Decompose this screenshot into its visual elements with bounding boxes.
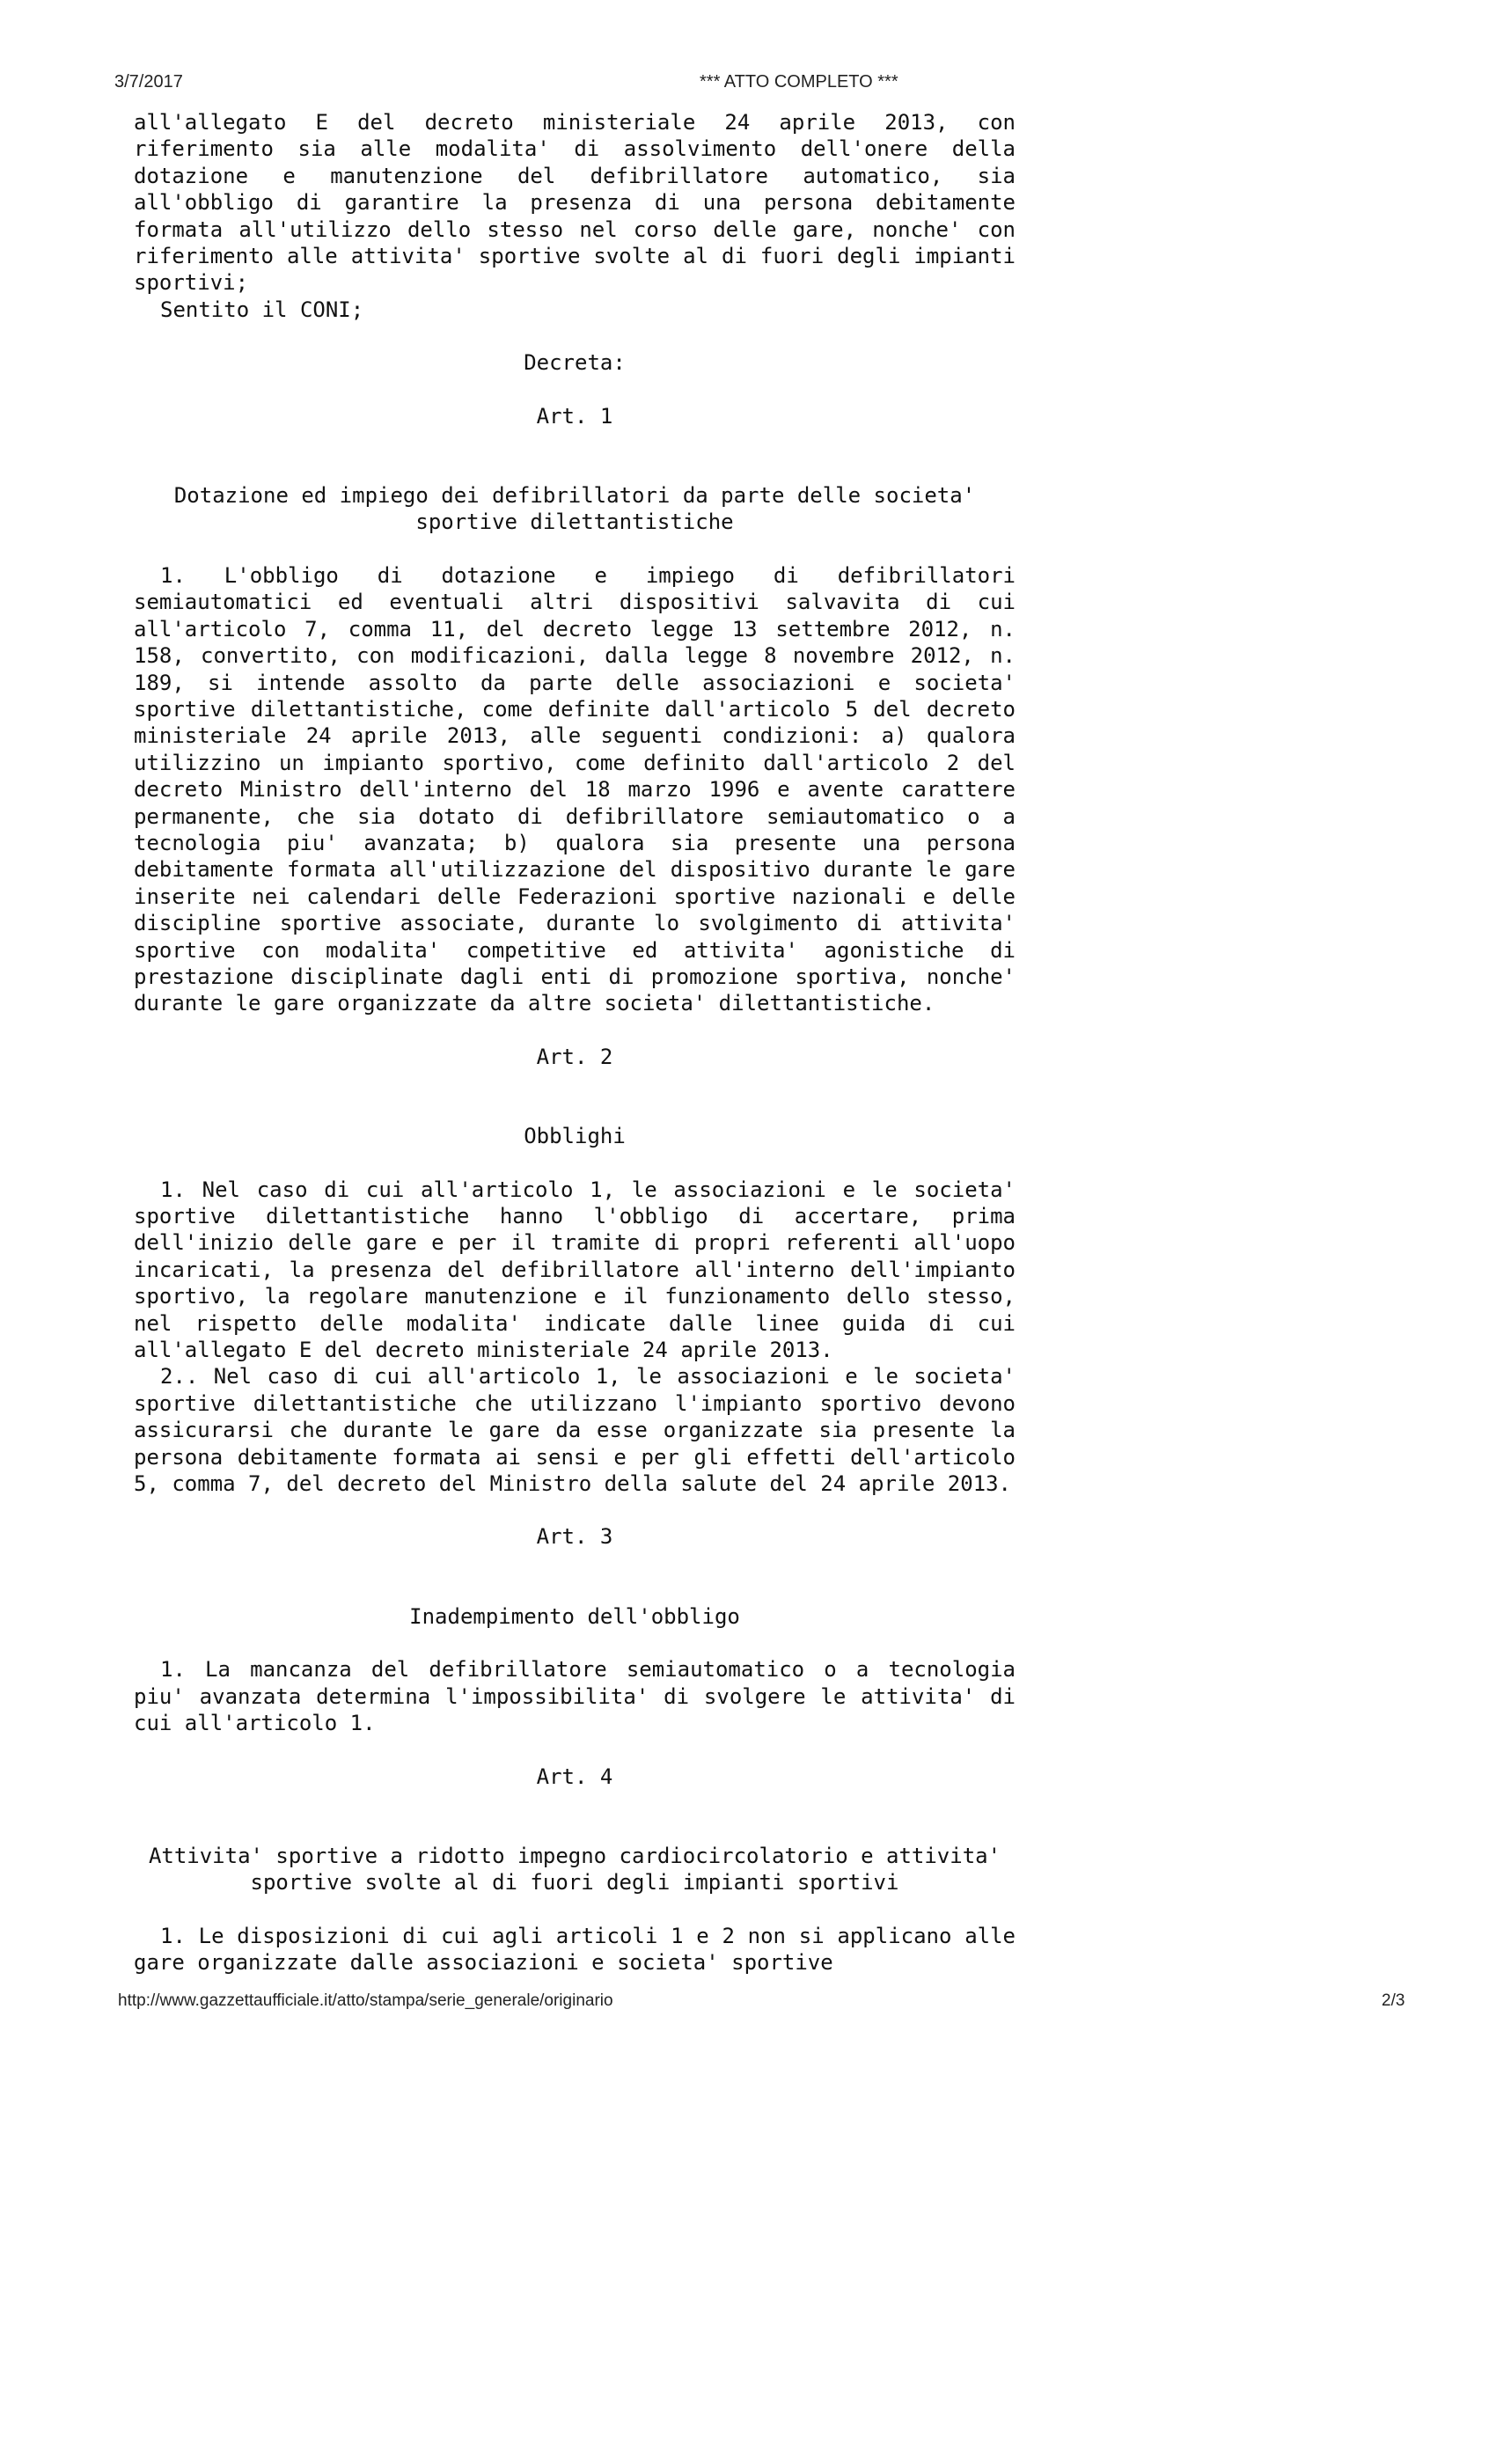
header-title: *** ATTO COMPLETO *** [700,72,898,92]
article-title-cont: sportive dilettantistiche [415,510,734,535]
header-date: 3/7/2017 [114,72,183,92]
article-paragraph: 2.. Nel caso di cui all'articolo 1, le associazioni e le societa' sportive dilettantistiche che utilizzano l'impianto sportivo devono assicurarsi che durante le gare da esse organizzate sia presente la persona debitamente formata ai sensi e per gli effetti dell'articolo 5, comma 7, del decreto del Ministro della salute del 24 aprile 2013. [134,1364,1016,1497]
article-paragraph: 1. Le disposizioni di cui agli articoli 1 e 2 non si applicano alle gare organizzate dalle associazioni e societa' sportive [134,1923,1016,1976]
article-paragraph: 1. L'obbligo di dotazione e impiego di defibrillatori semiautomatici ed eventuali altri dispositivi salvavita di cui all'articolo 7, comma 11, del decreto legge 13 settembre 2012, n. 158, convertito, con modificazioni, dalla legge 8 novembre 2012, n. 189, si intende assolto da parte delle associazioni e societa' sportive dilettantistiche, come definite dall'articolo 5 del decreto ministeriale 24 aprile 2013, alle seguenti condizioni: a) qualora utilizzino un impianto sportivo, come definito dall'articolo 2 del decreto Ministro dell'interno del 18 marzo 1996 e avente carattere permanente, che sia dotato di defibrillatore semiautomatico o a tecnologia piu' avanzata; b) qualora sia presente una persona debitamente formata all'utilizzazione del dispositivo durante le gare inserite nei calendari delle Federazioni sportive nazionali e delle discipline sportive associate, durante lo svolgimento di attivita' sportive con modalita' competitive ed attivita' agonistiche di prestazione disciplinate dagli enti di promozione sportiva, nonche' durante le gare organizzate da altre societa' dilettantistiche. [134,562,1016,1016]
decreta-heading: Decreta: [524,350,626,376]
article-title: Inadempimento dell'obbligo [409,1603,740,1629]
footer-url[interactable]: http://www.gazzettaufficiale.it/atto/stampa/serie_generale/originario [118,1991,613,2010]
article-title: Attivita' sportive a ridotto impegno cardiocircolatorio e attivita' [148,1843,1001,1868]
article-title-cont: sportive svolte al di fuori degli impianti sportivi [250,1870,899,1896]
footer-page-number: 2/3 [1382,1991,1405,2010]
article-title: Obblighi [524,1124,626,1149]
article-number: Art. 3 [536,1524,613,1550]
article-number: Art. 4 [536,1764,613,1789]
document-body [134,109,1016,1976]
article-paragraph: 1. Nel caso di cui all'articolo 1, le associazioni e le societa' sportive dilettantistiche hanno l'obbligo di accertare, prima dell'inizio delle gare e per il tramite di propri referenti all'uopo incaricati, la presenza del defibrillatore all'interno dell'impianto sportivo, la regolare manutenzione e il funzionamento dello stesso, nel rispetto delle modalita' indicate dalle linee guida di cui all'allegato E del decreto ministeriale 24 aprile 2013. [134,1177,1016,1363]
article-number: Art. 2 [536,1044,613,1069]
intro-sentito: Sentito il CONI; [160,297,364,322]
article-title: Dotazione ed impiego dei defibrillatori da parte delle societa' [173,483,976,509]
article-number: Art. 1 [536,403,613,429]
article-paragraph: 1. La mancanza del defibrillatore semiautomatico o a tecnologia piu' avanzata determina l'impossibilita' di svolgere le attivita' di cui all'articolo 1. [134,1657,1016,1736]
intro-paragraph: all'allegato E del decreto ministeriale 24 aprile 2013, con riferimento sia alle modalita' di assolvimento dell'onere della dotazione e manutenzione del defibrillatore automatico, sia all'obbligo di garantire la presenza di una persona debitamente formata all'utilizzo dello stesso nel corso delle gare, nonche' con riferimento alle attivita' sportive svolte al di fuori degli impianti sportivi; [134,110,1016,296]
